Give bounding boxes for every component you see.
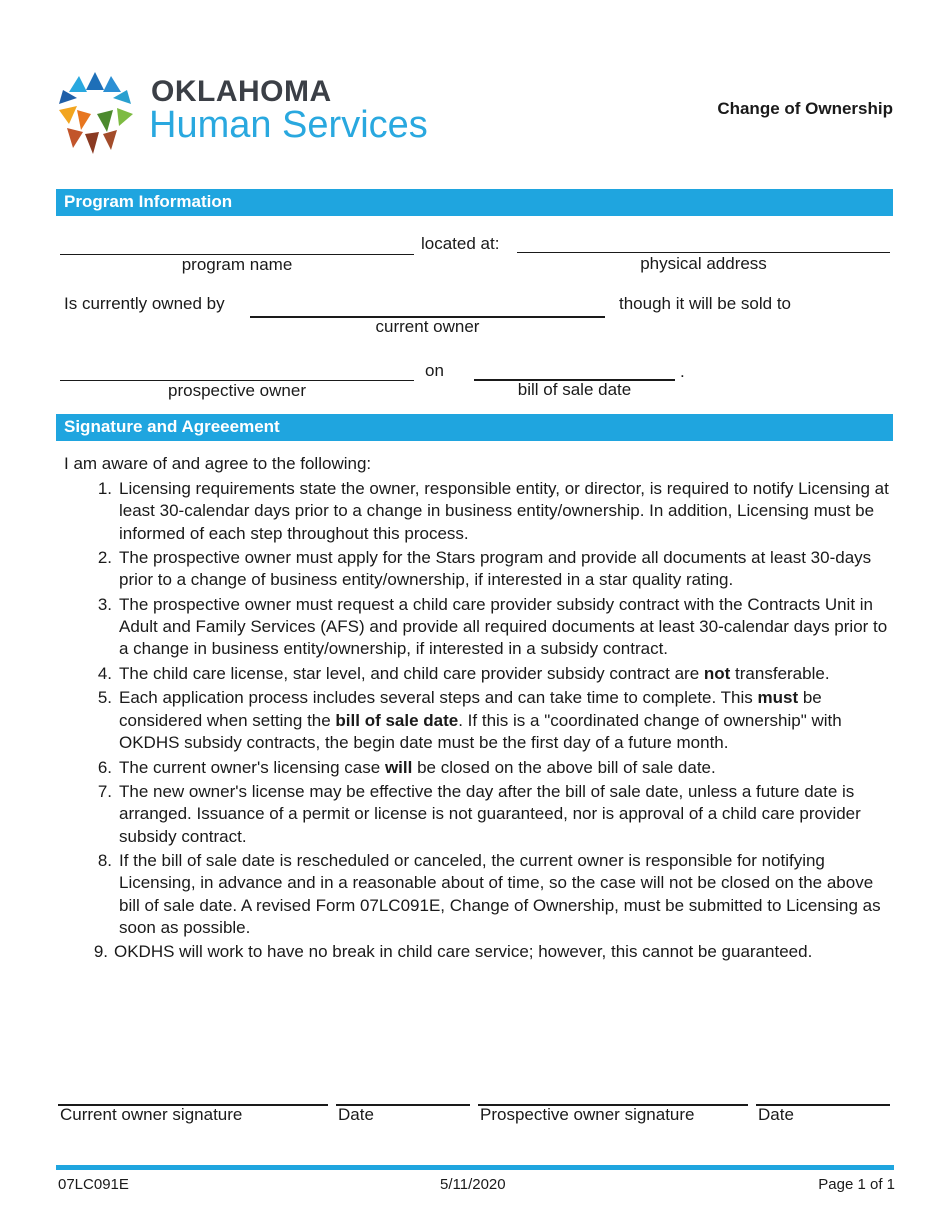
list-item: 8. If the bill of sale date is rescheduled or canceled, the current owner is responsible for notifying Licensing, in advance and in a reasonable about of time, so the case will not be closed on the above bill of sale date. A revised Form 07LC091E, Change of Ownership, must be submitted to Licensing as soon as possible. xyxy=(97,851,881,937)
signature-agreement-header: Signature and Agreeement xyxy=(56,414,893,441)
sold-to-label: though it will be sold to xyxy=(619,294,791,313)
bill-of-sale-date-caption: bill of sale date xyxy=(517,380,632,399)
located-at-label: located at: xyxy=(421,234,500,253)
list-item: 4. The child care license, star level, and child care provider subsidy contract are not transferable. xyxy=(97,663,830,683)
prospective-owner-caption: prospective owner xyxy=(168,381,306,400)
agreement-list xyxy=(64,478,894,966)
physical-address-caption: physical address xyxy=(640,254,767,273)
physical-address-field[interactable] xyxy=(517,252,890,253)
list-item: 9. OKDHS will work to have no break in child care service; however, this cannot be guaranteed. xyxy=(93,942,813,962)
on-label: on xyxy=(425,361,444,380)
list-item: 1. Licensing requirements state the owner, responsible entity, or director, is required to notify Licensing at least 30-calendar days prior to a change in business entity/ownership. In addition, Licensing must be informed of each step throughout this process. xyxy=(97,479,889,543)
logo-text-human-services: Human Services xyxy=(149,104,428,146)
form-number: 07LC091E xyxy=(58,1176,129,1193)
period-mark: . xyxy=(680,362,685,381)
prospective-owner-signature-label: Prospective owner signature xyxy=(480,1105,695,1124)
owned-by-label: Is currently owned by xyxy=(64,294,225,313)
current-owner-caption: current owner xyxy=(375,317,480,336)
list-item: 5. Each application process includes several steps and can take time to complete. This must be considered when setting the bill of sale date. If this is a "coordinated change of ownership" with OKDHS subsidy contracts, the begin date must be the first day of a future month. xyxy=(97,688,842,753)
date-label-1: Date xyxy=(338,1105,374,1124)
date-label-2: Date xyxy=(758,1105,794,1124)
list-item: 7. The new owner's license may be effective the day after the bill of sale date, unless a future date is arranged. Issuance of a permit or license is not guaranteed, nor is approval of a child care provider subsidy contract. xyxy=(97,781,861,846)
agreement-intro: I am aware of and agree to the following: xyxy=(64,454,372,473)
current-owner-signature-label: Current owner signature xyxy=(60,1105,243,1124)
program-name-caption: program name xyxy=(181,255,293,274)
page-number: Page 1 of 1 xyxy=(818,1176,895,1193)
logo-text-oklahoma: OKLAHOMA xyxy=(151,75,332,108)
revision-date: 5/11/2020 xyxy=(440,1176,506,1193)
program-information-header: Program Information xyxy=(56,189,893,216)
oklahoma-star-logo-icon xyxy=(55,70,135,156)
footer-divider xyxy=(56,1165,894,1170)
list-item: 2. The prospective owner must apply for the Stars program and provide all documents at least 30-days prior to a change of business entity/ownership, if interested in a star quality rating. xyxy=(97,548,872,590)
agency-logo xyxy=(55,70,460,160)
list-item: 6. The current owner's licensing case will be closed on the above bill of sale date. xyxy=(97,757,716,777)
list-item: 3. The prospective owner must request a child care provider subsidy contract with the Contracts Unit in Adult and Family Services (AFS) and provide all required documents at least 30-calendar days prior to a change in business entity/ownership, if interested in a subsidy contract. xyxy=(97,594,888,659)
form-title: Change of Ownership xyxy=(717,99,893,118)
